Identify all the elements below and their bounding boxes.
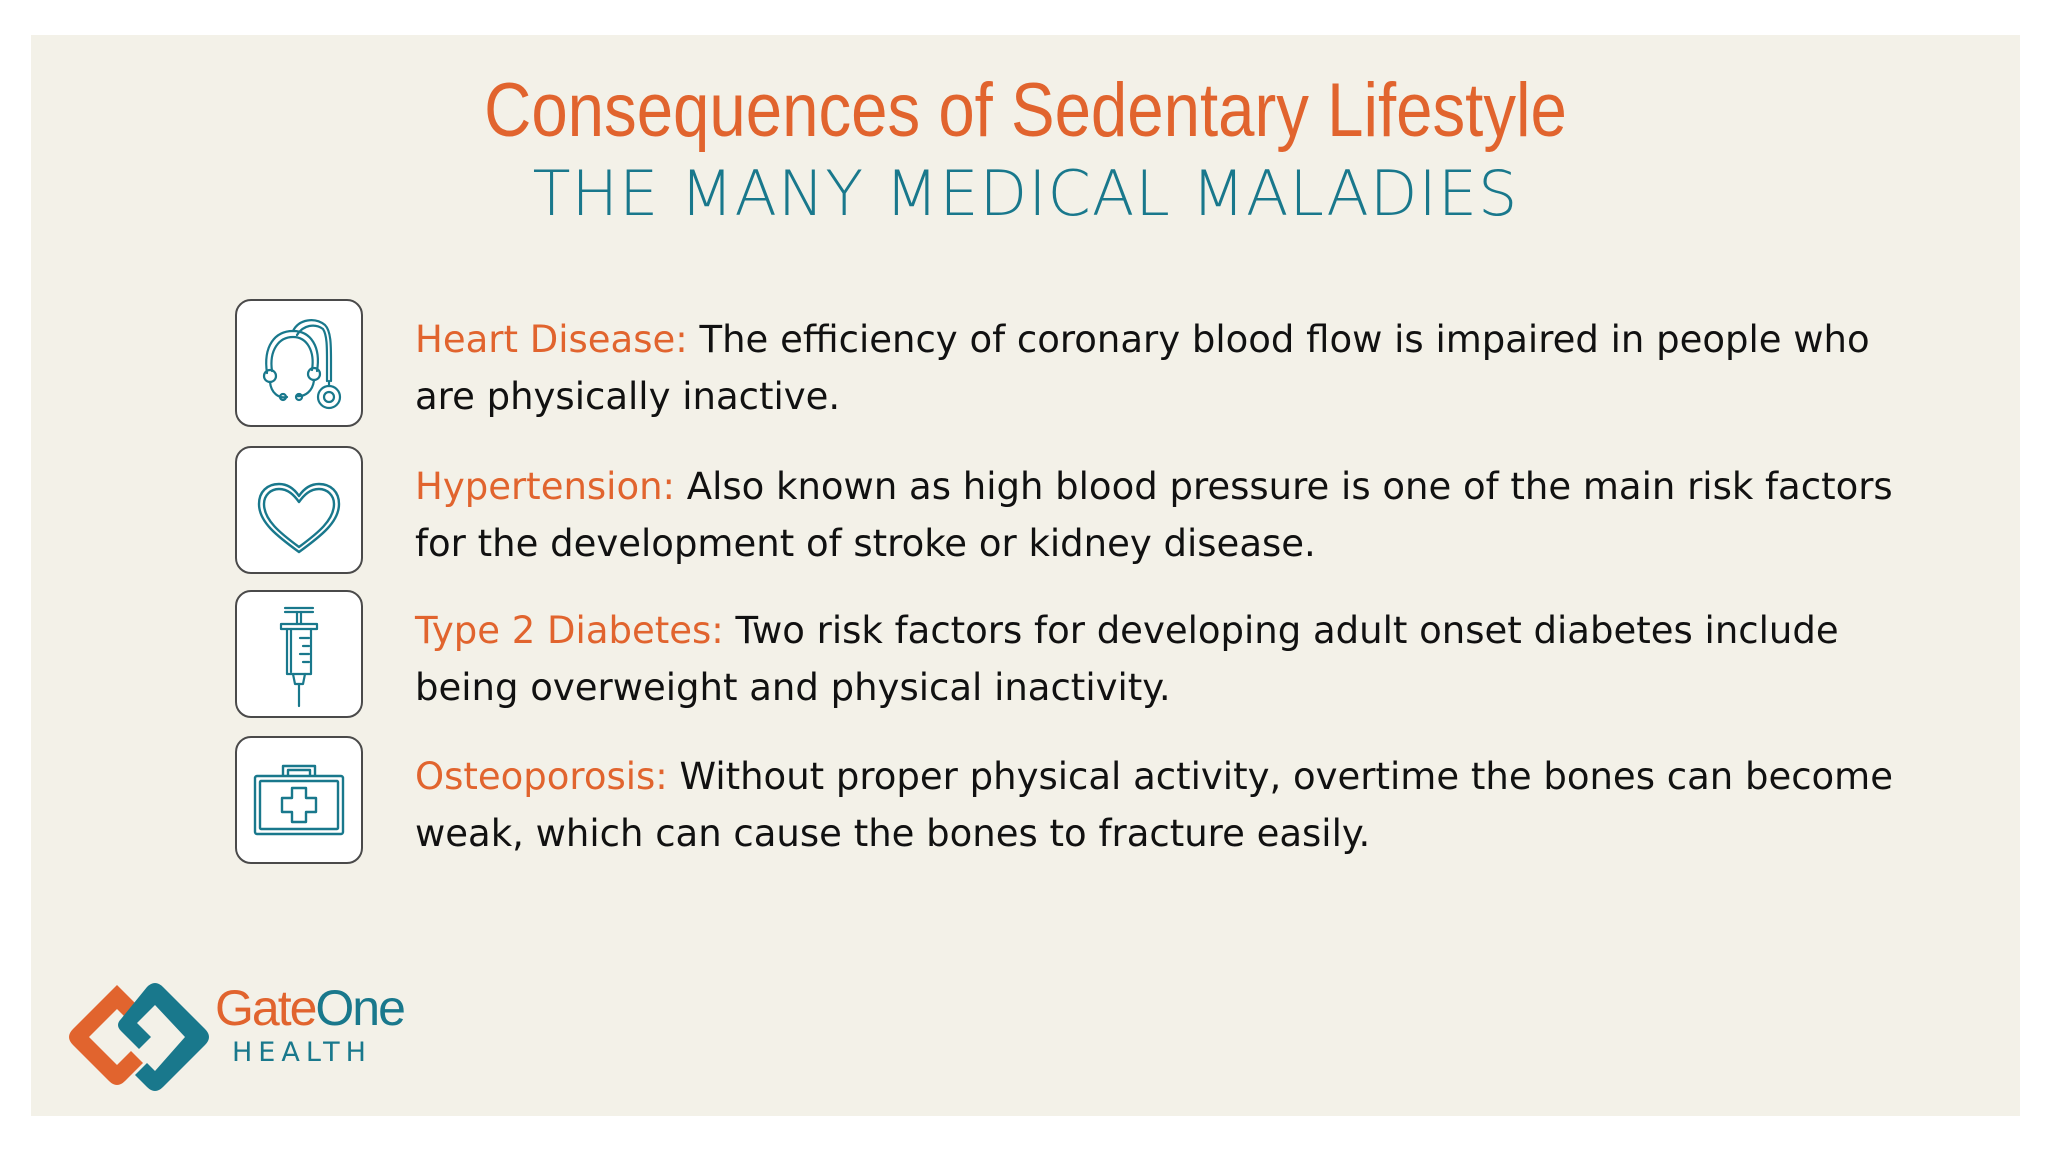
syringe-icon xyxy=(237,592,361,716)
list-item-osteoporosis xyxy=(235,736,1935,866)
item-label: Type 2 Diabetes: xyxy=(415,609,724,652)
heart-icon xyxy=(237,448,361,572)
logo-subtext: HEALTH xyxy=(232,1037,372,1068)
item-description: Two risk factors for developing adult onset diabetes include being overweight and physical inactivity. xyxy=(415,609,1839,709)
list-item-heart-disease xyxy=(235,299,1935,429)
logo-name-one: One xyxy=(315,980,404,1036)
stethoscope-icon xyxy=(237,301,361,425)
item-label: Heart Disease: xyxy=(415,318,688,361)
gateone-health-logo xyxy=(65,977,465,1107)
item-description: Also known as high blood pressure is one of the main risk factors for the development of stroke or kidney disease. xyxy=(415,465,1893,565)
item-label: Osteoporosis: xyxy=(415,755,668,798)
item-description: The efficiency of coronary blood flow is impaired in people who are physically inactive. xyxy=(415,318,1870,418)
slide xyxy=(31,35,2020,1116)
icon-box xyxy=(235,590,363,718)
list-item-type-2-diabetes xyxy=(235,590,1935,720)
logo-name-gate: Gate xyxy=(215,980,316,1036)
list-item-text xyxy=(415,458,1915,572)
logo-name xyxy=(215,980,404,1036)
list-item-hypertension xyxy=(235,446,1935,576)
icon-box xyxy=(235,446,363,574)
list-item-text xyxy=(415,748,1915,862)
slide-subtitle: THE MANY MEDICAL MALADIES xyxy=(532,157,1519,230)
item-label: Hypertension: xyxy=(415,465,676,508)
item-description: Without proper physical activity, overtime the bones can become weak, which can cause the bones to fracture easily. xyxy=(415,755,1893,855)
list-item-text xyxy=(415,311,1915,425)
first-aid-kit-icon xyxy=(237,738,361,862)
gateone-logo-mark-icon xyxy=(65,977,215,1095)
icon-box xyxy=(235,736,363,864)
slide-title: Consequences of Sedentary Lifestyle xyxy=(484,68,1567,153)
icon-box xyxy=(235,299,363,427)
list-item-text xyxy=(415,602,1915,716)
